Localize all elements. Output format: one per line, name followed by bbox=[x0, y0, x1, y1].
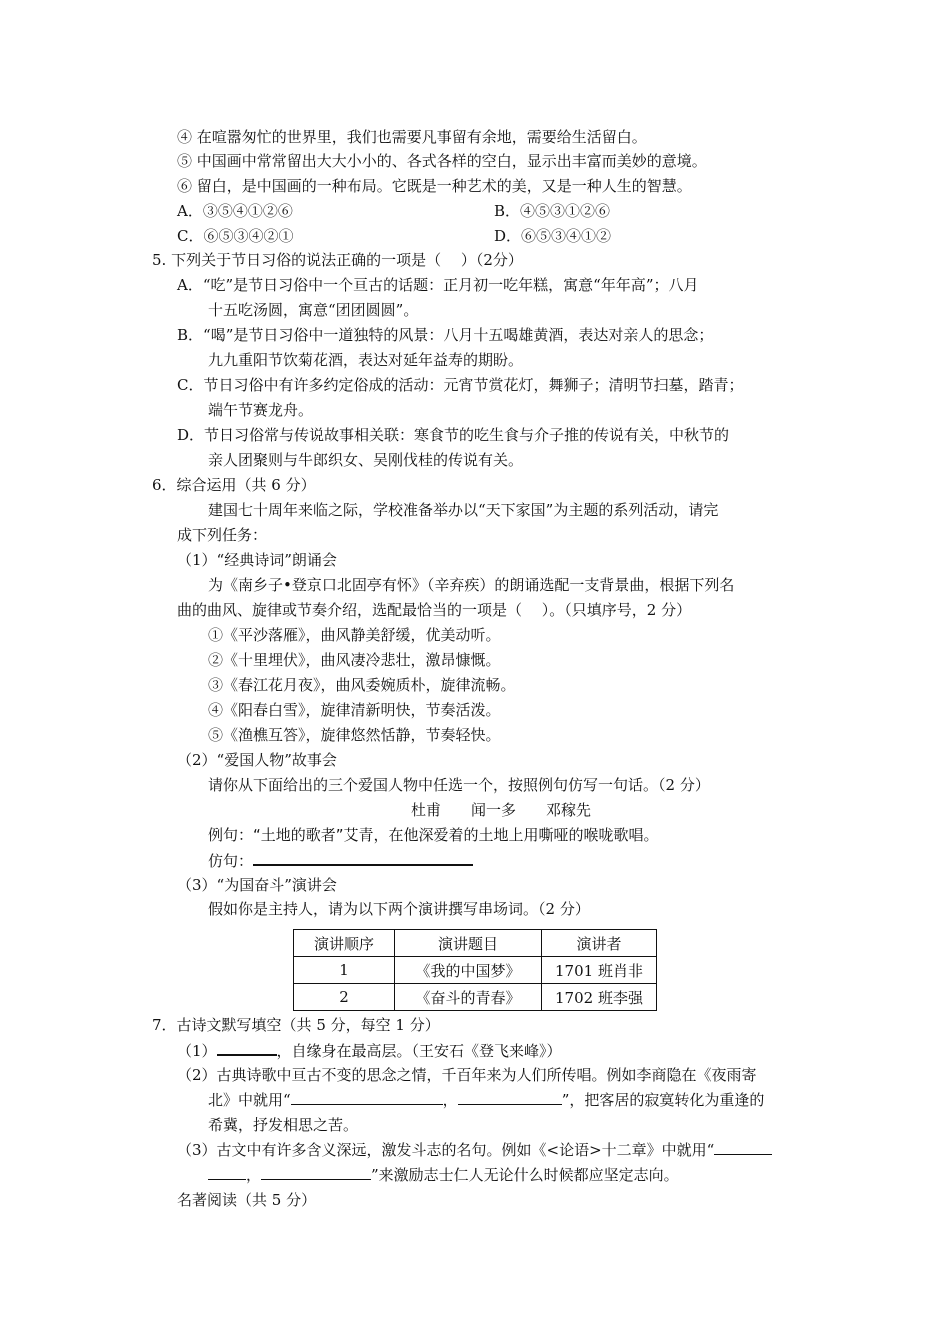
imitation-answer-blank[interactable] bbox=[253, 850, 473, 866]
q7-line3a-prefix: （3）古文中有许多含义深远，激发斗志的名句。例如《<论语>十二章》中就用“ bbox=[177, 1141, 715, 1159]
song-option: ①《平沙落雁》，曲风静美舒缓，优美动听。 bbox=[208, 626, 501, 644]
q7-line2a: （2）古典诗歌中亘古不变的思念之情，千百年来为人们所传唱。例如李商隐在《夜雨寄 bbox=[177, 1066, 757, 1084]
q7-title: 7．古诗文默写填空（共 5 分，每空 1 分） bbox=[152, 1016, 440, 1034]
song-option: ⑤《渔樵互答》，旋律悠然恬静，节奏轻快。 bbox=[208, 726, 501, 744]
q4-item-5: ⑤ 中国画中常常留出大大小小的、各式各样的空白，显示出丰富而美妙的意境。 bbox=[177, 152, 707, 170]
q6-part1-text-line1: 为《南乡子•登京口北固亭有怀》（辛弃疾）的朗诵选配一支背景曲，根据下列名 bbox=[208, 576, 735, 594]
imitation-label: 仿句： bbox=[208, 852, 254, 870]
q6-part1-text-line2: 曲的曲风、旋律或节奏介绍，选配最恰当的一项是（ ）。（只填序号，2 分） bbox=[177, 601, 692, 619]
song-option: ②《十里埋伏》，曲风凄冷悲壮，激昂慷慨。 bbox=[208, 651, 501, 669]
q5-option-d-line2: 亲人团聚则与牛郎织女、吴刚伐桂的传说有关。 bbox=[208, 451, 524, 469]
table-cell: 《奋斗的青春》 bbox=[395, 984, 542, 1011]
speech-schedule-table bbox=[293, 929, 657, 1011]
q5-stem: 5. 下列关于节日习俗的说法正确的一项是（ ）（2分） bbox=[152, 251, 523, 269]
q7-line1 bbox=[177, 1040, 562, 1061]
q7-line3b-comma: ， bbox=[246, 1166, 262, 1184]
q4-option-b: B．④⑤③①②⑥ bbox=[494, 202, 611, 220]
q7-line2b-prefix: 北》中就用“ bbox=[208, 1091, 291, 1109]
q7-line1-prefix: （1） bbox=[177, 1042, 217, 1060]
q6-part1-title: （1）“经典诗词”朗诵会 bbox=[177, 551, 337, 569]
q4-option-c: C．⑥⑤③④②① bbox=[177, 227, 294, 245]
table-header-row bbox=[294, 930, 657, 957]
q7-line3b-suffix: ”来激励志士仁人无论什么时候都应坚定志向。 bbox=[371, 1166, 679, 1184]
table-row bbox=[294, 957, 657, 984]
q5-option-b-line1: B．“喝”是节日习俗中一道独特的风景：八月十五喝雄黄酒，表达对亲人的思念； bbox=[177, 326, 714, 344]
q7-line2b-comma: ， bbox=[442, 1091, 458, 1109]
table-row bbox=[294, 984, 657, 1011]
q7-line3a bbox=[177, 1140, 772, 1160]
answer-blank[interactable] bbox=[208, 1165, 246, 1180]
q4-option-a: A．③⑤④①②⑥ bbox=[177, 202, 293, 220]
q7-line2c: 希冀，抒发相思之苦。 bbox=[208, 1116, 359, 1134]
table-header-cell: 演讲题目 bbox=[395, 930, 542, 957]
song-option: ④《阳春白雪》，旋律清新明快，节奏活泼。 bbox=[208, 701, 501, 719]
patriot-names: 杜甫 闻一多 邓稼先 bbox=[411, 801, 592, 819]
q5-option-a-line1: A．“吃”是节日习俗中一个亘古的话题：正月初一吃年糕，寓意“年年高”；八月 bbox=[177, 276, 699, 294]
q5-option-b-line2: 九九重阳节饮菊花酒，表达对延年益寿的期盼。 bbox=[208, 351, 524, 369]
q5-option-c-line1: C．节日习俗中有许多约定俗成的活动：元宵节赏花灯，舞狮子；清明节扫墓，踏青； bbox=[177, 376, 744, 394]
q4-option-d: D．⑥⑤③④①② bbox=[494, 227, 612, 245]
q4-item-6: ⑥ 留白，是中国画的一种布局。它既是一种艺术的美，又是一种人生的智慧。 bbox=[177, 177, 692, 195]
q6-intro-line1: 建国七十周年来临之际，学校准备举办以“天下家国”为主题的系列活动，请完 bbox=[208, 501, 719, 519]
table-cell: 《我的中国梦》 bbox=[395, 957, 542, 984]
q5-option-c-line2: 端午节赛龙舟。 bbox=[208, 401, 314, 419]
q7-line3b bbox=[208, 1165, 679, 1185]
q6-part3-title: （3）“为国奋斗”演讲会 bbox=[177, 876, 337, 894]
q6-part2-title: （2）“爱国人物”故事会 bbox=[177, 751, 337, 769]
q7-line2b-suffix: ”，把客居的寂寞转化为重逢的 bbox=[561, 1091, 765, 1109]
q7-line1-suffix: ，自缘身在最高层。（王安石《登飞来峰》） bbox=[276, 1042, 562, 1060]
answer-blank[interactable] bbox=[458, 1090, 562, 1105]
table-cell: 1702 班李强 bbox=[542, 984, 657, 1011]
q7-line2b bbox=[208, 1090, 764, 1110]
table-cell: 2 bbox=[294, 984, 395, 1011]
q6-intro-line2: 成下列任务： bbox=[177, 526, 268, 544]
q6-title: 6．综合运用（共 6 分） bbox=[152, 476, 316, 494]
answer-blank[interactable] bbox=[291, 1090, 443, 1105]
table-cell: 1701 班肖非 bbox=[542, 957, 657, 984]
q4-item-4: ④ 在喧嚣匆忙的世界里，我们也需要凡事留有余地，需要给生活留白。 bbox=[177, 128, 647, 146]
q6-part3-text: 假如你是主持人，请为以下两个演讲撰写串场词。（2 分） bbox=[208, 900, 590, 918]
q5-option-a-line2: 十五吃汤圆，寓意“团团圆圆”。 bbox=[208, 301, 419, 319]
example-sentence: 例句：“土地的歌者”艾青，在他深爱着的土地上用嘶哑的喉咙歌唱。 bbox=[208, 826, 659, 844]
imitation-line bbox=[208, 850, 473, 871]
q5-option-d-line1: D．节日习俗常与传说故事相关联：寒食节的吃生食与介子推的传说有关，中秋节的 bbox=[177, 426, 730, 444]
table-cell: 1 bbox=[294, 957, 395, 984]
song-option: ③《春江花月夜》，曲风委婉质朴，旋律流畅。 bbox=[208, 676, 516, 694]
q6-part2-text: 请你从下面给出的三个爱国人物中任选一个，按照例句仿写一句话。（2 分） bbox=[208, 776, 710, 794]
reading-section-title: 名著阅读（共 5 分） bbox=[177, 1191, 317, 1209]
answer-blank[interactable] bbox=[714, 1140, 772, 1155]
table-header-cell: 演讲者 bbox=[542, 930, 657, 957]
table-header-cell: 演讲顺序 bbox=[294, 930, 395, 957]
answer-blank[interactable] bbox=[217, 1040, 277, 1056]
answer-blank[interactable] bbox=[261, 1165, 371, 1180]
